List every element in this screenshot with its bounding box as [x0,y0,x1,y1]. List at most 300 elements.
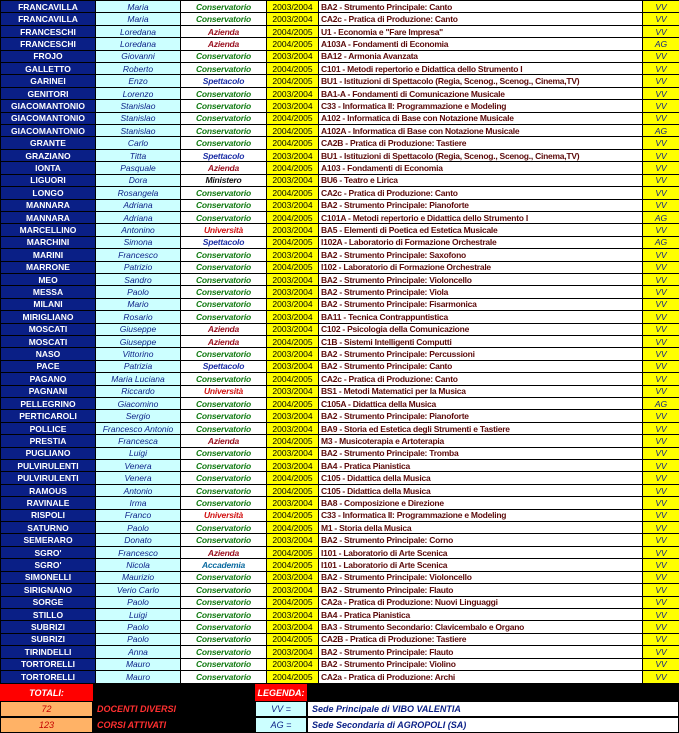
table-row [1,596,679,608]
name-cell: Francesca [96,435,181,447]
type-cell: Conservatorio [181,125,267,137]
table-row [1,199,679,211]
table-row [1,137,679,149]
course-cell: BA2 - Strumento Principale: Flauto [319,646,643,658]
type-cell: Azienda [181,38,267,50]
table-row [1,410,679,422]
course-cell: A102 - Informatica di Base con Notazione Musicale [319,112,643,124]
legend-vv-text: Sede Principale di VIBO VALENTIA [307,701,679,717]
year-cell: 2004/2005 [267,559,319,571]
surname-cell: MARCELLINO [1,224,96,236]
legend-label: LEGENDA: [255,684,307,701]
site-cell: VV [643,460,679,472]
site-cell: VV [643,472,679,484]
site-cell: AG [643,236,679,248]
surname-cell: RAMOUS [1,484,96,496]
course-cell: BA12 - Armonia Avanzata [319,50,643,62]
table-row [1,608,679,620]
courses-label: CORSI ATTIVATI [93,717,255,733]
year-cell: 2003/2004 [267,571,319,583]
name-cell: Paolo [96,633,181,645]
site-cell: VV [643,373,679,385]
type-cell: Conservatorio [181,608,267,620]
name-cell: Dora [96,174,181,186]
site-cell: VV [643,608,679,620]
course-cell: BA2 - Strumento Principale: Viola [319,286,643,298]
surname-cell: MARCHINI [1,236,96,248]
site-cell: VV [643,534,679,546]
table-row [1,112,679,124]
course-cell: M3 - Musicoterapia e Artoterapia [319,435,643,447]
table-row [1,546,679,558]
site-cell: VV [643,546,679,558]
course-cell: CA2c - Pratica di Produzione: Canto [319,13,643,25]
name-cell: Stanislao [96,100,181,112]
year-cell: 2004/2005 [267,63,319,75]
table-row [1,50,679,62]
name-cell: Enzo [96,75,181,87]
year-cell: 2003/2004 [267,447,319,459]
legend-ag-text: Sede Secondaria di AGROPOLI (SA) [307,717,679,733]
year-cell: 2004/2005 [267,373,319,385]
table-row [1,670,679,683]
surname-cell: MARINI [1,249,96,261]
table-row [1,1,679,13]
surname-cell: PELLEGRINO [1,398,96,410]
site-cell: VV [643,422,679,434]
name-cell: Patrizio [96,261,181,273]
teachers-count: 72 [0,701,93,717]
course-cell: C105 - Didattica della Musica [319,484,643,496]
type-cell: Spettacolo [181,75,267,87]
site-cell: VV [643,87,679,99]
site-cell: AG [643,125,679,137]
surname-cell: MANNARA [1,211,96,223]
type-cell: Spettacolo [181,149,267,161]
type-cell: Spettacolo [181,236,267,248]
surname-cell: SUBRIZI [1,633,96,645]
table-row [1,447,679,459]
name-cell: Paolo [96,522,181,534]
year-cell: 2003/2004 [267,174,319,186]
year-cell: 2003/2004 [267,286,319,298]
type-cell: Conservatorio [181,298,267,310]
type-cell: Conservatorio [181,670,267,683]
surname-cell: MIRIGLIANO [1,311,96,323]
surname-cell: PAGNANI [1,385,96,397]
courses-count: 123 [0,717,93,733]
course-cell: CA2a - Pratica di Produzione: Nuovi Linguaggi [319,596,643,608]
year-cell: 2003/2004 [267,311,319,323]
type-cell: Conservatorio [181,112,267,124]
name-cell: Patrizia [96,360,181,372]
surname-cell: GIACOMANTONIO [1,100,96,112]
surname-cell: PULVIRULENTI [1,460,96,472]
surname-cell: GRANTE [1,137,96,149]
surname-cell: MESSA [1,286,96,298]
year-cell: 2004/2005 [267,670,319,683]
name-cell: Venera [96,460,181,472]
course-cell: BA2 - Strumento Principale: Canto [319,360,643,372]
site-cell: VV [643,273,679,285]
name-cell: Maurizio [96,571,181,583]
site-cell: VV [643,335,679,347]
course-cell: C33 - Informatica II: Programmazione e Modeling [319,100,643,112]
table-row [1,187,679,199]
year-cell: 2004/2005 [267,484,319,496]
surname-cell: MARRONE [1,261,96,273]
course-cell: BA4 - Pratica Pianistica [319,608,643,620]
year-cell: 2003/2004 [267,497,319,509]
course-cell: BA2 - Strumento Principale: Violino [319,658,643,670]
type-cell: Conservatorio [181,484,267,496]
site-cell: VV [643,63,679,75]
site-cell: AG [643,38,679,50]
course-cell: BA2 - Strumento Principale: Fisarmonica [319,298,643,310]
surname-cell: LIGUORI [1,174,96,186]
name-cell: Mauro [96,658,181,670]
course-cell: BU6 - Teatro e Lirica [319,174,643,186]
surname-cell: PRESTIA [1,435,96,447]
type-cell: Azienda [181,25,267,37]
surname-cell: SGRO' [1,559,96,571]
type-cell: Ministero [181,174,267,186]
legend-spacer [307,684,679,701]
site-cell: VV [643,385,679,397]
year-cell: 2003/2004 [267,50,319,62]
course-cell: CA2c - Pratica di Produzione: Canto [319,373,643,385]
site-cell: VV [643,187,679,199]
year-cell: 2003/2004 [267,224,319,236]
type-cell: Azienda [181,162,267,174]
surname-cell: GIACOMANTONIO [1,125,96,137]
table-row [1,249,679,261]
course-cell: BU1 - Istituzioni di Spettacolo (Regia, Scenog., Scenog., Cinema,TV) [319,149,643,161]
surname-cell: SEMERARO [1,534,96,546]
table-row [1,658,679,670]
surname-cell: MOSCATI [1,335,96,347]
type-cell: Conservatorio [181,447,267,459]
course-cell: CA2a - Pratica di Produzione: Archi [319,670,643,683]
type-cell: Conservatorio [181,311,267,323]
type-cell: Università [181,224,267,236]
name-cell: Simona [96,236,181,248]
course-cell: C1B - Sistemi Intelligenti Computti [319,335,643,347]
surname-cell: STILLO [1,608,96,620]
year-cell: 2003/2004 [267,273,319,285]
name-cell: Carlo [96,137,181,149]
course-cell: C101A - Metodi repertorio e Didattica dello Strumento I [319,211,643,223]
course-cell: I102 - Laboratorio di Formazione Orchestrale [319,261,643,273]
year-cell: 2004/2005 [267,596,319,608]
type-cell: Conservatorio [181,633,267,645]
course-cell: BA2 - Strumento Principale: Saxofono [319,249,643,261]
course-cell: A103 - Fondamenti di Economia [319,162,643,174]
name-cell: Anna [96,646,181,658]
surname-cell: NASO [1,348,96,360]
name-cell: Maria [96,13,181,25]
course-cell: BU1 - Istituzioni di Spettacolo (Regia, Scenog., Scenog., Cinema,TV) [319,75,643,87]
year-cell: 2003/2004 [267,1,319,13]
surname-cell: POLLICE [1,422,96,434]
table-row [1,484,679,496]
year-cell: 2003/2004 [267,608,319,620]
site-cell: VV [643,646,679,658]
name-cell: Franco [96,509,181,521]
surname-cell: PUGLIANO [1,447,96,459]
course-cell: BA2 - Strumento Principale: Tromba [319,447,643,459]
type-cell: Università [181,385,267,397]
course-cell: C102 - Psicologia della Comunicazione [319,323,643,335]
year-cell: 2004/2005 [267,398,319,410]
year-cell: 2003/2004 [267,87,319,99]
site-cell: VV [643,75,679,87]
surname-cell: PERTICAROLI [1,410,96,422]
site-cell: AG [643,211,679,223]
year-cell: 2003/2004 [267,323,319,335]
course-cell: CA2c - Pratica di Produzione: Canto [319,187,643,199]
table-row [1,534,679,546]
year-cell: 2004/2005 [267,211,319,223]
site-cell: VV [643,348,679,360]
table-row [1,398,679,410]
year-cell: 2003/2004 [267,460,319,472]
type-cell: Conservatorio [181,373,267,385]
type-cell: Conservatorio [181,658,267,670]
surname-cell: TORTORELLI [1,658,96,670]
type-cell: Conservatorio [181,398,267,410]
year-cell: 2003/2004 [267,100,319,112]
site-cell: VV [643,509,679,521]
year-cell: 2004/2005 [267,509,319,521]
name-cell: Maria Luciana [96,373,181,385]
year-cell: 2004/2005 [267,187,319,199]
site-cell: VV [643,286,679,298]
table-row [1,298,679,310]
year-cell: 2004/2005 [267,125,319,137]
table-row [1,100,679,112]
year-cell: 2003/2004 [267,410,319,422]
type-cell: Conservatorio [181,273,267,285]
table-row [1,460,679,472]
type-cell: Conservatorio [181,137,267,149]
site-cell: VV [643,261,679,273]
table-row [1,13,679,25]
surname-cell: PACE [1,360,96,372]
surname-cell: FRANCAVILLA [1,13,96,25]
course-cell: BA2 - Strumento Principale: Violoncello [319,273,643,285]
site-cell: VV [643,13,679,25]
site-cell: VV [643,100,679,112]
surname-cell: GIACOMANTONIO [1,112,96,124]
table-row [1,509,679,521]
type-cell: Conservatorio [181,211,267,223]
name-cell: Maria [96,1,181,13]
type-cell: Conservatorio [181,261,267,273]
year-cell: 2004/2005 [267,38,319,50]
site-cell: VV [643,162,679,174]
year-cell: 2004/2005 [267,112,319,124]
surname-cell: SGRO' [1,546,96,558]
name-cell: Giuseppe [96,335,181,347]
course-cell: BA2 - Strumento Principale: Pianoforte [319,199,643,211]
type-cell: Conservatorio [181,187,267,199]
table-row [1,25,679,37]
table-row [1,323,679,335]
name-cell: Francesco Antonio [96,422,181,434]
surname-cell: TORTORELLI [1,670,96,683]
year-cell: 2003/2004 [267,298,319,310]
table-row [1,348,679,360]
year-cell: 2003/2004 [267,621,319,633]
name-cell: Stanislao [96,125,181,137]
surname-cell: LONGO [1,187,96,199]
surname-cell: MOSCATI [1,323,96,335]
name-cell: Mario [96,298,181,310]
type-cell: Accademia [181,559,267,571]
year-cell: 2003/2004 [267,13,319,25]
site-cell: VV [643,410,679,422]
course-cell: C105A - Didattica della Musica [319,398,643,410]
table-row [1,38,679,50]
course-cell: C105 - Didattica della Musica [319,472,643,484]
type-cell: Conservatorio [181,534,267,546]
table-row [1,224,679,236]
course-cell: A103A - Fondamenti di Economia [319,38,643,50]
name-cell: Paolo [96,596,181,608]
table-row [1,373,679,385]
surname-cell: FRANCAVILLA [1,1,96,13]
site-cell: VV [643,559,679,571]
table-row [1,633,679,645]
type-cell: Azienda [181,335,267,347]
site-cell: VV [643,584,679,596]
course-cell: CA2B - Pratica di Produzione: Tastiere [319,633,643,645]
year-cell: 2003/2004 [267,584,319,596]
type-cell: Conservatorio [181,497,267,509]
name-cell: Loredana [96,38,181,50]
name-cell: Antonio [96,484,181,496]
site-cell: VV [643,633,679,645]
type-cell: Conservatorio [181,410,267,422]
type-cell: Azienda [181,435,267,447]
year-cell: 2004/2005 [267,633,319,645]
year-cell: 2003/2004 [267,658,319,670]
surname-cell: PAGANO [1,373,96,385]
name-cell: Loredana [96,25,181,37]
legend-ag-code: AG = [255,717,307,733]
site-cell: VV [643,174,679,186]
table-row [1,435,679,447]
name-cell: Mauro [96,670,181,683]
course-cell: BA3 - Strumento Secondario: Clavicembalo e Organo [319,621,643,633]
table-row [1,571,679,583]
surname-cell: TIRINDELLI [1,646,96,658]
table-row [1,211,679,223]
table-row [1,149,679,161]
surname-cell: RAVINALE [1,497,96,509]
name-cell: Giacomino [96,398,181,410]
table-row [1,385,679,397]
name-cell: Adriana [96,211,181,223]
name-cell: Paolo [96,621,181,633]
type-cell: Conservatorio [181,13,267,25]
site-cell: VV [643,571,679,583]
site-cell: VV [643,522,679,534]
site-cell: VV [643,311,679,323]
surname-cell: GALLETTO [1,63,96,75]
name-cell: Sandro [96,273,181,285]
site-cell: VV [643,149,679,161]
name-cell: Titta [96,149,181,161]
course-cell: BA11 - Tecnica Contrappuntistica [319,311,643,323]
surname-cell: RISPOLI [1,509,96,521]
name-cell: Venera [96,472,181,484]
site-cell: VV [643,137,679,149]
name-cell: Paolo [96,286,181,298]
type-cell: Conservatorio [181,522,267,534]
site-cell: VV [643,323,679,335]
site-cell: VV [643,1,679,13]
site-cell: AG [643,398,679,410]
site-cell: VV [643,497,679,509]
surname-cell: GARINEI [1,75,96,87]
site-cell: VV [643,25,679,37]
type-cell: Conservatorio [181,199,267,211]
type-cell: Conservatorio [181,348,267,360]
totals-spacer [93,684,255,701]
course-cell: I101 - Laboratorio di Arte Scenica [319,559,643,571]
type-cell: Conservatorio [181,596,267,608]
year-cell: 2003/2004 [267,385,319,397]
table-row [1,174,679,186]
course-cell: BA8 - Composizione e Direzione [319,497,643,509]
surname-cell: GRAZIANO [1,149,96,161]
site-cell: VV [643,199,679,211]
course-cell: BA2 - Strumento Principale: Corno [319,534,643,546]
site-cell: VV [643,360,679,372]
course-cell: BA4 - Pratica Pianistica [319,460,643,472]
course-cell: U1 - Economia e "Fare Impresa" [319,25,643,37]
year-cell: 2004/2005 [267,137,319,149]
year-cell: 2004/2005 [267,335,319,347]
year-cell: 2003/2004 [267,534,319,546]
table-row [1,360,679,372]
year-cell: 2004/2005 [267,546,319,558]
year-cell: 2004/2005 [267,522,319,534]
table-row [1,261,679,273]
year-cell: 2003/2004 [267,360,319,372]
surname-cell: SUBRIZI [1,621,96,633]
course-cell: BA2 - Strumento Principale: Percussioni [319,348,643,360]
site-cell: VV [643,112,679,124]
course-cell: BS1 - Metodi Matematici per la Musica [319,385,643,397]
type-cell: Conservatorio [181,249,267,261]
name-cell: Adriana [96,199,181,211]
surname-cell: MEO [1,273,96,285]
name-cell: Lorenzo [96,87,181,99]
name-cell: Francesco [96,249,181,261]
name-cell: Luigi [96,608,181,620]
type-cell: Spettacolo [181,360,267,372]
table-row [1,273,679,285]
type-cell: Azienda [181,546,267,558]
type-cell: Conservatorio [181,422,267,434]
year-cell: 2004/2005 [267,75,319,87]
table-row [1,311,679,323]
table-row [1,125,679,137]
name-cell: Francesco [96,546,181,558]
